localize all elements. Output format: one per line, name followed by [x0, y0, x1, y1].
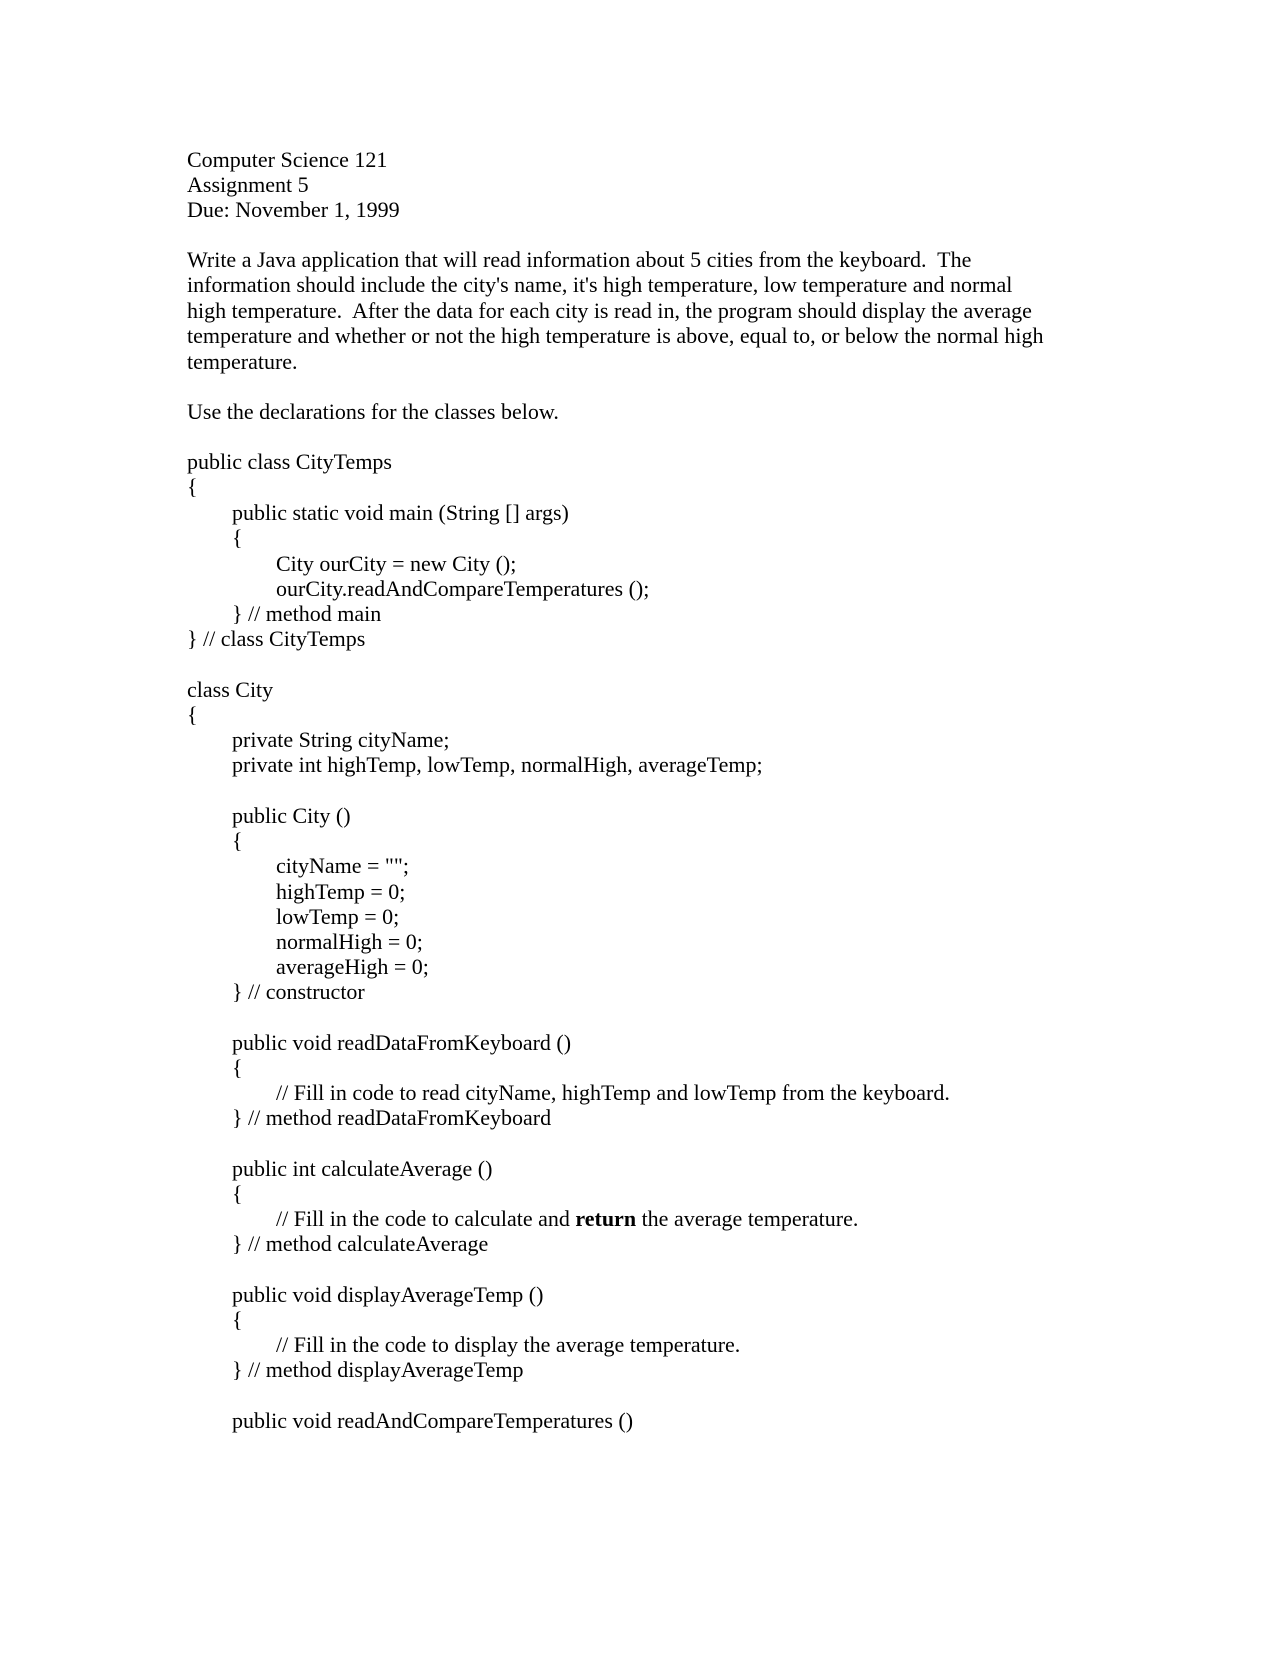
code-line: class City	[187, 677, 274, 702]
code-line: lowTemp = 0;	[276, 904, 400, 929]
code-line: private String cityName;	[232, 727, 450, 752]
code-line: City ourCity = new City ();	[276, 551, 517, 576]
code-line: public City ()	[232, 803, 351, 828]
comment-text: the average temperature.	[636, 1206, 859, 1231]
code-line: {	[232, 828, 243, 853]
description-line: Write a Java application that will read information about 5 cities from the keyboard. The	[187, 247, 972, 272]
comment-text: // Fill in the code to calculate and	[276, 1206, 576, 1231]
code-line: public int calculateAverage ()	[232, 1156, 493, 1181]
code-line: {	[187, 474, 198, 499]
code-line: } // constructor	[232, 979, 365, 1004]
code-line: } // method main	[232, 601, 382, 626]
code-line: averageHigh = 0;	[276, 954, 429, 979]
code-line: } // method displayAverageTemp	[232, 1357, 524, 1382]
code-line	[276, 1206, 858, 1232]
code-line: } // method calculateAverage	[232, 1231, 489, 1256]
instruction: Use the declarations for the classes below.	[187, 399, 559, 424]
code-line: public static void main (String [] args)	[232, 500, 569, 525]
code-line: public void displayAverageTemp ()	[232, 1282, 544, 1307]
code-line: public void readDataFromKeyboard ()	[232, 1030, 572, 1055]
code-line: normalHigh = 0;	[276, 929, 423, 954]
code-line: {	[187, 702, 198, 727]
code-line: highTemp = 0;	[276, 879, 406, 904]
code-line: // Fill in code to read cityName, highTemp and lowTemp from the keyboard.	[276, 1080, 950, 1105]
description-line: information should include the city's name, it's high temperature, low temperature and normal	[187, 272, 1013, 297]
description-line: temperature.	[187, 349, 298, 374]
code-line: // Fill in the code to display the average temperature.	[276, 1332, 741, 1357]
description-line: high temperature. After the data for each city is read in, the program should display the average	[187, 298, 1032, 323]
bold-keyword: return	[575, 1206, 637, 1231]
code-line: {	[232, 1181, 243, 1206]
code-line: {	[232, 525, 243, 550]
code-line: public class CityTemps	[187, 449, 392, 474]
code-line: } // method readDataFromKeyboard	[232, 1105, 552, 1130]
code-line: {	[232, 1055, 243, 1080]
course-title: Computer Science 121	[187, 147, 388, 172]
code-line: ourCity.readAndCompareTemperatures ();	[276, 576, 650, 601]
code-line: private int highTemp, lowTemp, normalHigh, averageTemp;	[232, 752, 763, 777]
code-line: public void readAndCompareTemperatures ()	[232, 1408, 634, 1433]
description-line: temperature and whether or not the high temperature is above, equal to, or below the normal high	[187, 323, 1044, 348]
code-line: } // class CityTemps	[187, 626, 366, 651]
assignment-title: Assignment 5	[187, 172, 309, 197]
code-line: cityName = "";	[276, 853, 409, 878]
due-date: Due: November 1, 1999	[187, 197, 400, 222]
code-line: {	[232, 1307, 243, 1332]
